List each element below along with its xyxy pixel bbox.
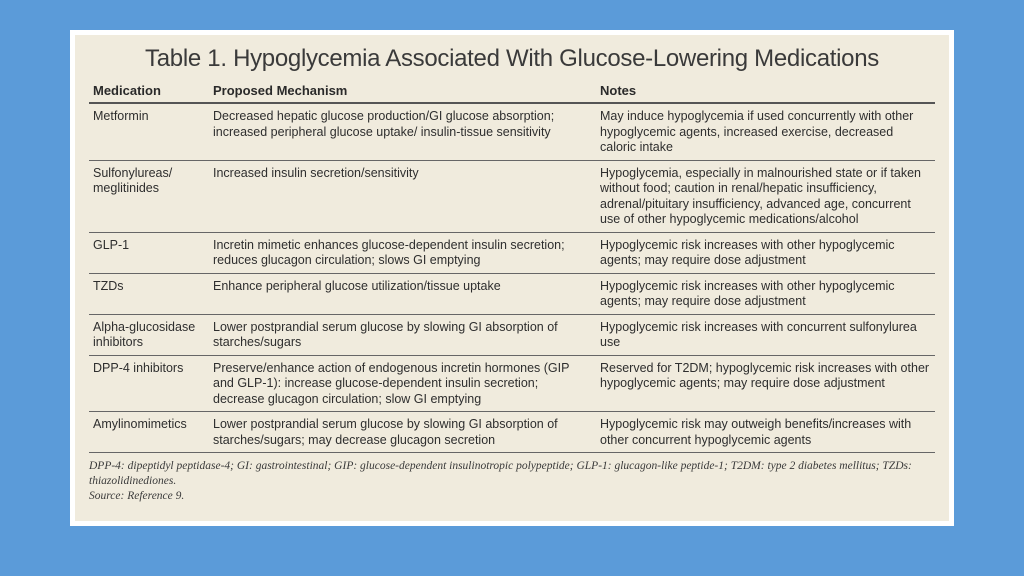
medication-table bbox=[89, 81, 935, 453]
cell-notes: Hypoglycemic risk increases with concurrent sulfonylurea use bbox=[596, 314, 935, 355]
table-row bbox=[89, 232, 935, 273]
header-row bbox=[89, 81, 935, 103]
header-notes: Notes bbox=[596, 81, 935, 103]
table-row bbox=[89, 355, 935, 412]
cell-notes: Reserved for T2DM; hypoglycemic risk increases with other hypoglycemic agents; may require dose adjustment bbox=[596, 355, 935, 412]
table-panel bbox=[75, 35, 949, 521]
cell-mechanism: Increased insulin secretion/sensitivity bbox=[209, 160, 596, 232]
cell-notes: Hypoglycemia, especially in malnourished state or if taken without food; caution in renal/hepatic insufficiency, adrenal/pituitary insufficiency, advanced age, concurrent use of other hypoglycemic medications/alcohol bbox=[596, 160, 935, 232]
cell-mechanism: Lower postprandial serum glucose by slowing GI absorption of starches/sugars; may decrease glucagon secretion bbox=[209, 412, 596, 453]
cell-notes: Hypoglycemic risk increases with other hypoglycemic agents; may require dose adjustment bbox=[596, 273, 935, 314]
cell-medication: Metformin bbox=[89, 103, 209, 160]
slide-card bbox=[70, 30, 954, 526]
header-medication: Medication bbox=[89, 81, 209, 103]
table-footnote bbox=[89, 459, 935, 504]
cell-notes: Hypoglycemic risk may outweigh benefits/increases with other concurrent hypoglycemic agents bbox=[596, 412, 935, 453]
table-row bbox=[89, 273, 935, 314]
table-row bbox=[89, 314, 935, 355]
cell-mechanism: Lower postprandial serum glucose by slowing GI absorption of starches/sugars bbox=[209, 314, 596, 355]
table-title: Table 1. Hypoglycemia Associated With Glucose-Lowering Medications bbox=[145, 45, 879, 72]
abbreviations-note: DPP-4: dipeptidyl peptidase-4; GI: gastrointestinal; GIP: glucose-dependent insulinotropic polypeptide; GLP-1: glucagon-like peptide-1; T2DM: type 2 diabetes mellitus; TZDs: thiazolidinediones. bbox=[89, 460, 912, 487]
table-row bbox=[89, 160, 935, 232]
table-row bbox=[89, 412, 935, 453]
cell-mechanism: Incretin mimetic enhances glucose-dependent insulin secretion; reduces glucagon circulation; slows GI emptying bbox=[209, 232, 596, 273]
table-row bbox=[89, 103, 935, 160]
cell-mechanism: Decreased hepatic glucose production/GI glucose absorption; increased peripheral glucose uptake/ insulin-tissue sensitivity bbox=[209, 103, 596, 160]
cell-notes: Hypoglycemic risk increases with other hypoglycemic agents; may require dose adjustment bbox=[596, 232, 935, 273]
cell-notes: May induce hypoglycemia if used concurrently with other hypoglycemic agents, increased exercise, decreased caloric intake bbox=[596, 103, 935, 160]
cell-medication: Alpha-glucosidase inhibitors bbox=[89, 314, 209, 355]
cell-medication: GLP-1 bbox=[89, 232, 209, 273]
cell-medication: Amylinomimetics bbox=[89, 412, 209, 453]
cell-medication: Sulfonylureas/ meglitinides bbox=[89, 160, 209, 232]
cell-mechanism: Preserve/enhance action of endogenous incretin hormones (GIP and GLP-1): increase glucose-dependent insulin secretion; decrease glucagon circulation; slow GI emptying bbox=[209, 355, 596, 412]
cell-mechanism: Enhance peripheral glucose utilization/tissue uptake bbox=[209, 273, 596, 314]
header-mechanism: Proposed Mechanism bbox=[209, 81, 596, 103]
cell-medication: TZDs bbox=[89, 273, 209, 314]
cell-medication: DPP-4 inhibitors bbox=[89, 355, 209, 412]
source-note: Source: Reference 9. bbox=[89, 490, 185, 502]
